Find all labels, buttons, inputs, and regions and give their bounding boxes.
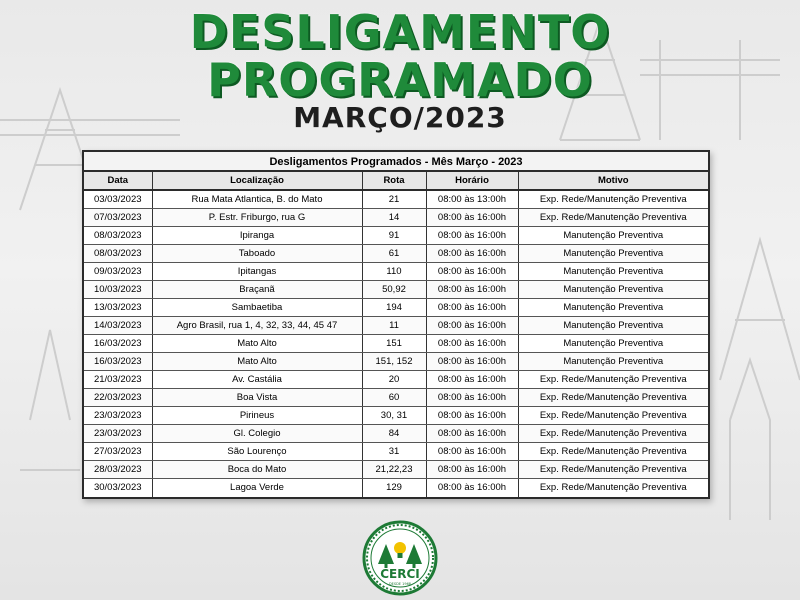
cell-horario: 08:00 às 16:00h — [426, 479, 518, 497]
cell-rota: 91 — [362, 227, 426, 245]
table-row — [84, 335, 708, 353]
table-row — [84, 263, 708, 281]
cell-localizacao: Boca do Mato — [152, 461, 362, 479]
cell-motivo: Manutenção Preventiva — [518, 299, 708, 317]
cell-data: 27/03/2023 — [84, 443, 152, 461]
cell-motivo: Exp. Rede/Manutenção Preventiva — [539, 482, 687, 494]
cell-localizacao: Braçanã — [152, 281, 362, 299]
cell-motivo: Exp. Rede/Manutenção Preventiva — [518, 389, 708, 407]
page-title-line-1: DESLIGAMENTO — [189, 5, 611, 59]
cell-motivo: Exp. Rede/Manutenção Preventiva — [518, 371, 708, 389]
cell-rota: 60 — [362, 389, 426, 407]
table-row — [84, 245, 708, 263]
cell-localizacao: Ipitangas — [152, 263, 362, 281]
cell-localizacao: Rua Mata Atlantica, B. do Mato — [152, 190, 362, 209]
cell-localizacao: Pirineus — [152, 407, 362, 425]
table-row — [84, 371, 708, 389]
cell-data: 13/03/2023 — [84, 299, 152, 317]
column-header-rota: Rota — [362, 172, 426, 190]
cell-localizacao: Agro Brasil, rua 1, 4, 32, 33, 44, 45 47 — [152, 317, 362, 335]
cell-rota: 14 — [362, 209, 426, 227]
cell-motivo: Manutenção Preventiva — [518, 353, 708, 371]
column-header-data: Data — [84, 172, 152, 190]
cell-horario: 08:00 às 16:00h — [426, 443, 518, 461]
table-row — [84, 479, 708, 497]
logo-tagline: DESDE 1968 — [388, 582, 412, 586]
cell-motivo: Manutenção Preventiva — [518, 263, 708, 281]
column-header-motivo: Motivo — [518, 172, 708, 190]
schedule-table — [82, 150, 710, 499]
table-row — [84, 443, 708, 461]
cell-data: 30/03/2023 — [84, 479, 152, 497]
cell-data: 21/03/2023 — [84, 371, 152, 389]
cell-motivo: Exp. Rede/Manutenção Preventiva — [518, 209, 708, 227]
cell-localizacao: São Lourenço — [152, 443, 362, 461]
column-header-horario: Horário — [426, 172, 518, 190]
cell-data: 09/03/2023 — [84, 263, 152, 281]
cell-motivo: Manutenção Preventiva — [518, 227, 708, 245]
cell-motivo: Exp. Rede/Manutenção Preventiva — [518, 443, 708, 461]
cell-horario: 08:00 às 16:00h — [426, 281, 518, 299]
cell-motivo: Exp. Rede/Manutenção Preventiva — [518, 190, 708, 209]
cell-localizacao: Mato Alto — [152, 335, 362, 353]
cell-motivo: Manutenção Preventiva — [518, 335, 708, 353]
cell-localizacao: Taboado — [152, 245, 362, 263]
cell-data: 14/03/2023 — [84, 317, 152, 335]
cell-rota: 129 — [362, 479, 426, 497]
cell-localizacao: Ipiranga — [152, 227, 362, 245]
cell-rota: 50,92 — [362, 281, 426, 299]
cell-data: 03/03/2023 — [84, 190, 152, 209]
cell-horario: 08:00 às 16:00h — [426, 461, 518, 479]
cell-horario: 08:00 às 16:00h — [426, 407, 518, 425]
cell-rota: 21 — [362, 190, 426, 209]
cell-data: 10/03/2023 — [84, 281, 152, 299]
cell-localizacao: Av. Castália — [152, 371, 362, 389]
cell-localizacao: Mato Alto — [152, 353, 362, 371]
table-row — [84, 407, 708, 425]
table-row — [84, 281, 708, 299]
table-row — [84, 299, 708, 317]
cell-horario: 08:00 às 16:00h — [426, 299, 518, 317]
cell-localizacao: P. Estr. Friburgo, rua G — [152, 209, 362, 227]
column-header-localizacao: Localização — [152, 172, 362, 190]
table-row — [84, 190, 708, 209]
cell-horario: 08:00 às 16:00h — [426, 245, 518, 263]
cell-data: 22/03/2023 — [84, 389, 152, 407]
cell-data: 08/03/2023 — [84, 245, 152, 263]
table-row — [84, 353, 708, 371]
cell-motivo: Manutenção Preventiva — [518, 245, 708, 263]
cell-rota: 31 — [362, 443, 426, 461]
cell-horario: 08:00 às 16:00h — [426, 227, 518, 245]
table-header-row — [84, 172, 708, 190]
cell-rota: 110 — [362, 263, 426, 281]
logo-name: CERCI — [380, 567, 420, 581]
cell-rota: 84 — [362, 425, 426, 443]
cell-data: 16/03/2023 — [84, 353, 152, 371]
cell-horario: 08:00 às 16:00h — [426, 335, 518, 353]
cell-rota: 11 — [362, 317, 426, 335]
cell-motivo: Manutenção Preventiva — [518, 281, 708, 299]
cell-localizacao: Boa Vista — [152, 389, 362, 407]
table-row — [84, 317, 708, 335]
table-row — [84, 389, 708, 407]
cell-rota: 30, 31 — [362, 407, 426, 425]
table-row — [84, 425, 708, 443]
cell-horario: 08:00 às 16:00h — [426, 353, 518, 371]
table-body — [84, 190, 708, 497]
cell-data: 23/03/2023 — [84, 425, 152, 443]
cell-rota: 61 — [362, 245, 426, 263]
cell-motivo: Exp. Rede/Manutenção Preventiva — [518, 407, 708, 425]
cell-data: 28/03/2023 — [84, 461, 152, 479]
cell-data: 23/03/2023 — [84, 407, 152, 425]
cell-horario: 08:00 às 16:00h — [426, 209, 518, 227]
cell-localizacao: Gl. Colegio — [152, 425, 362, 443]
table-row — [84, 461, 708, 479]
page-title-line-2: PROGRAMADO — [207, 53, 593, 107]
table-caption: Desligamentos Programados - Mês Março - 2023 — [84, 152, 708, 172]
table-row — [84, 209, 708, 227]
cell-horario: 08:00 às 16:00h — [426, 425, 518, 443]
cell-data: 08/03/2023 — [84, 227, 152, 245]
cell-rota: 20 — [362, 371, 426, 389]
cell-horario: 08:00 às 16:00h — [426, 263, 518, 281]
table-row — [84, 227, 708, 245]
cerci-logo — [356, 520, 444, 596]
cell-localizacao: Lagoa Verde — [152, 479, 362, 497]
cell-horario: 08:00 às 16:00h — [426, 317, 518, 335]
cell-data: 07/03/2023 — [84, 209, 152, 227]
cell-horario: 08:00 às 16:00h — [426, 371, 518, 389]
cell-horario: 08:00 às 13:00h — [426, 190, 518, 209]
page-subtitle: MARÇO/2023 — [293, 101, 507, 134]
cell-motivo: Exp. Rede/Manutenção Preventiva — [518, 461, 708, 479]
cell-motivo: Manutenção Preventiva — [518, 317, 708, 335]
cell-data: 16/03/2023 — [84, 335, 152, 353]
cell-rota: 151 — [362, 335, 426, 353]
cell-motivo: Exp. Rede/Manutenção Preventiva — [518, 425, 708, 443]
cell-rota: 21,22,23 — [362, 461, 426, 479]
cell-rota: 194 — [362, 299, 426, 317]
cell-rota: 151, 152 — [362, 353, 426, 371]
cell-localizacao: Sambaetiba — [152, 299, 362, 317]
cell-horario: 08:00 às 16:00h — [426, 389, 518, 407]
